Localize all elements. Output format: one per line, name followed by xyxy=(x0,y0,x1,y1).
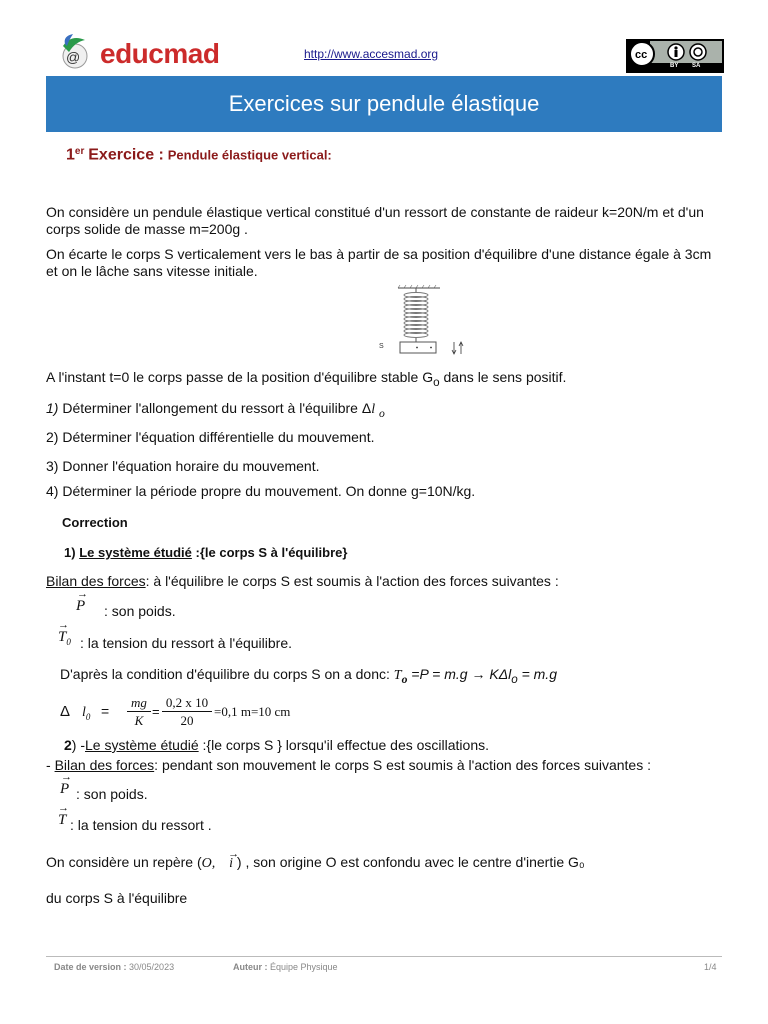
spring-figure-icon xyxy=(376,284,470,360)
vector-p-1-symbol: → P xyxy=(76,588,88,614)
cc-by-label: BY xyxy=(670,63,679,69)
svg-text:cc: cc xyxy=(635,49,648,61)
correction-title: Correction xyxy=(62,515,128,530)
bilan-1-label: Bilan des forces xyxy=(46,573,146,589)
vector-t0-symbol: → T xyxy=(58,619,69,645)
calc-result: =0,1 m=10 cm xyxy=(214,704,291,719)
calc-numerator-1: mg xyxy=(131,695,147,710)
vector-i: → i xyxy=(228,848,240,871)
fraction-bar-1 xyxy=(127,711,151,712)
question-1-symbol: l xyxy=(371,402,376,417)
question-1-number: 1) xyxy=(46,400,59,416)
fraction-bar-2 xyxy=(162,711,212,712)
exercise-sup: er xyxy=(74,146,85,157)
section-1-rest: :{le corps S à l'équilibre} xyxy=(191,545,348,560)
exercise-number: 1 xyxy=(66,146,75,164)
exercise-heading xyxy=(66,146,332,165)
calc-delta: Δ xyxy=(60,703,71,720)
vector-t xyxy=(58,802,69,829)
page-title: Exercices sur pendule élastique xyxy=(228,91,540,116)
condition-t-sub: o xyxy=(401,672,408,686)
calc-denominator-1: K xyxy=(134,713,144,728)
footer-author xyxy=(233,962,338,972)
figure-body-label: S xyxy=(379,343,384,350)
calc-l: $l_0$ xyxy=(82,705,91,722)
bilan-2-rest: : pendant son mouvement le corps S est soumis à l'action des forces suivantes : xyxy=(154,757,651,773)
statement-sub: o xyxy=(433,375,440,389)
cc-sa-label: SA xyxy=(692,63,701,69)
svg-text:@: @ xyxy=(66,49,81,65)
vector-arrow-icon: → xyxy=(61,771,72,783)
calc-numerator-2: 0,2 x 10 xyxy=(165,695,209,710)
website-link[interactable]: http://www.accesmad.org xyxy=(304,47,439,61)
cc-license-badge xyxy=(626,39,724,73)
exercise-subtitle: Pendule élastique vertical: xyxy=(167,147,332,163)
calc-denominator-2: 20 xyxy=(180,713,194,728)
question-1-text: Déterminer l'allongement du ressort à l'équilibre Δ xyxy=(58,400,372,416)
section-2-paren: ) - xyxy=(71,737,86,753)
force-1-text: : son poids. xyxy=(104,603,176,619)
statement-line xyxy=(46,369,726,391)
section-1-heading xyxy=(64,545,347,560)
equilibrium-condition xyxy=(60,666,557,686)
bilan-forces-2: - Bilan des forces: pendant son mouvement le corps S est soumis à l'action des forces suivantes : xyxy=(46,757,651,773)
intro-paragraph-1: On considère un pendule élastique vertical constitué d'un ressort de constante de raideur k=20N/m et d'un corps solide de masse m=200g . xyxy=(46,204,704,237)
footer-date xyxy=(54,962,174,972)
intro-paragraph-2: On écarte le corps S verticalement vers le bas à partir de sa position d'équilibre d'une distance égale à 3cm et on le lâche sans vitesse initiale. xyxy=(46,246,712,279)
section-1-number: 1) xyxy=(64,545,76,560)
force-3-text: : son poids. xyxy=(76,786,148,802)
vector-arrow-icon: → xyxy=(58,619,69,631)
condition-equation: =P = m.g → KΔl xyxy=(407,666,512,682)
title-banner xyxy=(46,76,722,132)
reference-origin: O, xyxy=(201,856,216,871)
reference-post: ) , son origine O est confondu avec le centre d'inertie G₀ xyxy=(233,854,585,870)
calc-equals: = xyxy=(101,703,110,719)
vector-arrow-icon: → xyxy=(228,848,240,860)
footer-date-value: 30/05/2023 xyxy=(126,962,175,972)
vector-arrow-icon: → xyxy=(58,802,69,814)
section-2-rest: :{le corps S } lorsqu'il effectue des oscillations. xyxy=(198,737,489,753)
force-2-text: : la tension du ressort à l'équilibre. xyxy=(80,635,293,651)
reference-line-2: du corps S à l'équilibre xyxy=(46,890,188,906)
condition-sub-2: o xyxy=(511,672,518,686)
section-2-number: 2 xyxy=(64,737,72,753)
bilan-1-rest: : à l'équilibre le corps S est soumis à l'action des forces suivantes : xyxy=(145,573,559,589)
footer-date-label: Date de version : xyxy=(54,962,127,972)
section-1-label: Le système étudié xyxy=(79,545,192,560)
bilan-2-label: Bilan des forces xyxy=(54,757,155,773)
vector-p-2-symbol: → P xyxy=(60,771,72,797)
question-1 xyxy=(46,400,726,422)
question-2: 2) Déterminer l'équation différentielle du mouvement. xyxy=(46,429,375,445)
reference-frame xyxy=(46,848,726,872)
condition-end: = m.g xyxy=(517,666,557,682)
footer-page: 1/4 xyxy=(704,962,717,972)
section-2-heading xyxy=(64,737,489,753)
vector-arrow-icon: → xyxy=(77,588,88,600)
force-4-text: : la tension du ressort . xyxy=(70,817,212,833)
exercise-label: Exercice : xyxy=(88,146,164,164)
footer-author-value: Équipe Physique xyxy=(267,962,338,972)
calc-equals-2: = xyxy=(152,704,160,719)
statement-post: dans le sens positif. xyxy=(439,369,567,385)
vector-p-1 xyxy=(76,588,88,615)
section-2-label: Le système étudié xyxy=(85,737,199,753)
reference-pre: On considère un repère ( xyxy=(46,854,202,870)
bilan-forces-1 xyxy=(46,573,726,590)
question-4: 4) Déterminer la période propre du mouvement. On donne g=10N/kg. xyxy=(46,483,476,499)
vector-t0-sub: 0 xyxy=(66,636,71,647)
condition-t: T xyxy=(393,668,402,683)
vector-t0 xyxy=(58,619,71,647)
condition-text: D'après la condition d'équilibre du corps S on a donc: xyxy=(60,666,394,682)
statement-pre: A l'instant t=0 le corps passe de la position d'équilibre stable G xyxy=(46,369,434,385)
vector-t-symbol: → T xyxy=(58,802,69,828)
footer-divider xyxy=(46,956,722,957)
vector-p-2 xyxy=(60,771,72,798)
logo-text: educmad xyxy=(100,38,220,69)
question-3: 3) Donner l'équation horaire du mouvement. xyxy=(46,458,320,474)
question-1-sub: o xyxy=(378,406,385,420)
footer-author-label: Auteur : xyxy=(233,962,268,972)
